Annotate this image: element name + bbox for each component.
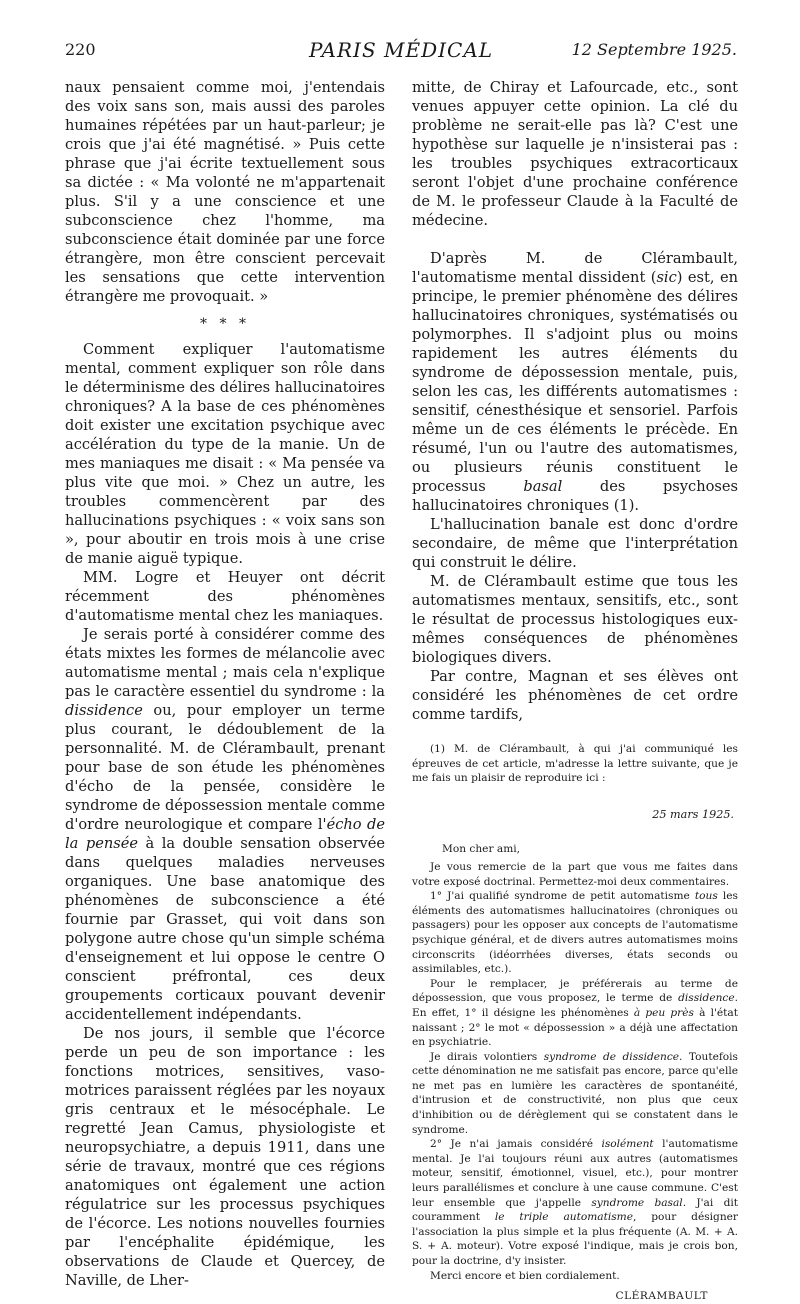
issue-date: 12 Septembre 1925. [571,40,737,59]
right-column [412,78,738,1304]
paragraph: Par contre, Magnan et ses élèves ont considéré les phénomènes de cet ordre comme tardifs, [412,668,738,723]
letter-closing: Merci encore et bien cordialement. [430,1269,620,1282]
journal-title: PARIS MÉDICAL [308,38,494,62]
letter-signature: CLÉRAMBAULT [615,1290,708,1303]
paragraph: Comment expliquer l'automatisme mental, comment expliquer son rôle dans le déterminisme des délires hallucinatoires chroniques? A la base de ces phénomènes doit exister une excitation psychique avec accélération du type de la manie. Un de mes maniaques me disait : « Ma pensée va plus vite que moi. » Chez un autre, les troubles commencèrent par des hallucinations psychiques : « voix sans son », pour aboutir en trois mois à une crise de manie aiguë typique. [65,341,385,567]
paragraph: L'hallucination banale est donc d'ordre secondaire, de même que l'interprétation qui construit le délire. [412,516,738,571]
letter-date: 25 mars 1925. [652,807,734,821]
letter-paragraph: 1° J'ai qualifié syndrome de petit automatisme tous les éléments des automatismes hallucinatoires (chroniques ou passagers) pour les opposer aux concepts de l'automatisme psychique général, et de divers autres automatismes moins circonscrits (idéorrhées diverses, états seconds ou assimilables, etc.). [412,890,738,976]
paragraph: D'après M. de Clérambault, l'automatisme mental dissident (sic) est, en principe, le premier phénomène des délires hallucinatoires chroniques, systématisés ou polymorphes. Il s'adjoint plus ou moins rapidement les autres éléments du syndrome de dépossession mentale, puis, selon les cas, les différents automatismes : sensitif, cénesthésique et sensoriel. Parfois même un de ces éléments le précède. En résumé, l'un ou l'autre des automatismes, ou plusieurs réunis constituent le processus basal des psychoses hallucinatoires chroniques (1). [412,250,739,514]
paragraph: mitte, de Chiray et Lafourcade, etc., sont venues appuyer cette opinion. La clé du problème ne serait-elle pas là? C'est une hypothèse sur laquelle je n'insisterai pas : les troubles psychiques extracorticaux seront l'objet d'une prochaine conférence de M. le professeur Claude à la Faculté de médecine. [412,79,738,229]
paragraph: MM. Logre et Heuyer ont décrit récemment des phénomènes d'automatisme mental chez les maniaques. [65,569,385,624]
page-header [65,40,737,70]
left-column [65,78,385,1290]
spacer [412,230,738,249]
footnote [412,742,738,1304]
footnote-intro: (1) M. de Clérambault, à qui j'ai communiqué les épreuves de cet article, m'adresse la lettre suivante, que je me fais un plaisir de reproduire ici : [412,743,738,785]
page-number: 220 [65,40,96,59]
letter-paragraph: Pour le remplacer, je préférerais au terme de dépossession, que vous proposez, le terme de dissidence. En effet, 1° il désigne les phénomènes à peu près à l'état naissant ; 2° le mot « dépossession » a déjà une affectation en psychiatrie. [412,977,738,1049]
paragraph: M. de Clérambault estime que tous les automatismes mentaux, sensitifs, etc., sont le résultat de processus histologiques eux-mêmes conséquences de phénomènes biologiques divers. [412,573,738,666]
paragraph: Je serais porté à considérer comme des états mixtes les formes de mélancolie avec automatisme mental ; mais cela n'explique pas le caractère essentiel du syndrome : la dissidence ou, pour employer un terme plus courant, le dédoublement de la personnalité. M. de Clérambault, prenant pour base de son étude les phénomènes d'écho de la pensée, considère le syndrome de dépossession mentale comme d'ordre neurologique et compare l'écho de la pensée à la double sensation observée dans quelques maladies nerveuses organiques. Une base anatomique des phénomènes de subconscience a été fournie par Grasset, qui voit dans son polygone autre chose qu'un simple schéma d'enseignement et lui oppose le centre O conscient préfrontal, ces deux groupements corticaux pouvant devenir accidentellement indépendants. [65,626,385,1023]
letter-paragraph: Je vous remercie de la part que vous me faites dans votre exposé doctrinal. Permettez-moi deux commentaires. [412,860,738,888]
letter-salutation: Mon cher ami, [442,843,520,856]
letter-paragraph: Je dirais volontiers syndrome de dissidence. Toutefois cette dénomination ne me satisfait pas encore, parce qu'elle ne met pas en lumière les caractères de spontanéité, d'intrusion et de constructivité, non plus que ceux d'inhibition ou de dérèglement qui se constatent dans le syndrome. [412,1050,738,1136]
letter-paragraph: 2° Je n'ai jamais considéré isolément l'automatisme mental. Je l'ai toujours réuni aux autres (automatismes moteur, sensitif, émotionnel, visuel, etc.), pour montrer leurs parallélismes et conclure à une cause commune. C'est leur ensemble que j'appelle syndrome basal. J'ai dit couramment le triple automatisme, pour désigner l'association la plus simple et la plus fréquente (A. M. + A. S. + A. moteur). Votre exposé l'indique, mais je crois bon, pour la doctrine, d'y insister. [412,1138,738,1267]
section-separator: * * * [200,316,250,332]
paragraph: naux pensaient comme moi, j'entendais des voix sans son, mais aussi des paroles humaines répétées par un haut-parleur; je crois que j'ai été magnétisé. » Puis cette phrase que j'ai écrite textuellement sous sa dictée : « Ma volonté ne m'appartenait plus. S'il y a une conscience et une subconscience chez l'homme, ma subconscience était dominée par une force étrangère, mon être conscient percevait les sensations que cette intervention étrangère me provoquait. » [65,79,385,305]
paragraph: De nos jours, il semble que l'écorce perde un peu de son importance : les fonctions motrices, sensitives, vaso-motrices paraissent réglées par les noyaux gris centraux et le mésocéphale. Le regretté Jean Camus, physiologiste et neuropsychiatre, a depuis 1911, dans une série de travaux, montré que ces régions anatomiques ont également une action régulatrice sur les processus psychiques de l'écorce. Les notions nouvelles fournies par l'encéphalite épidémique, les observations de Claude et Quercey, de Naville, de Lher- [65,1025,385,1289]
